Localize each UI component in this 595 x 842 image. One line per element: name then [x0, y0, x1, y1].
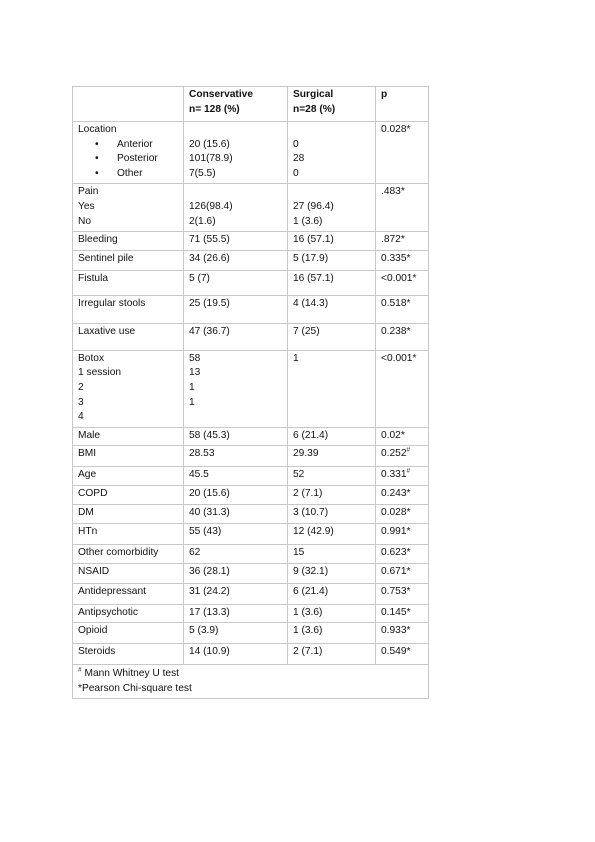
row-label-cell — [73, 563, 184, 583]
surgical-value: 1 — [293, 352, 299, 364]
header-surgical-n: n=28 (%) — [293, 103, 336, 115]
bullet-label: Anterior — [117, 138, 153, 150]
p-value: <0.001* — [381, 272, 417, 284]
row-label-cell — [73, 467, 184, 486]
table-row — [73, 644, 429, 665]
row-label: Yes — [78, 200, 95, 212]
row-label: COPD — [78, 488, 108, 500]
table-row — [73, 350, 429, 427]
table-row — [73, 544, 429, 563]
p-value-cell — [376, 504, 429, 523]
conservative-cell — [184, 446, 288, 467]
surgical-value — [293, 185, 370, 200]
row-label: DM — [78, 506, 94, 518]
table-row — [73, 323, 429, 350]
surgical-value: 1 (3.6) — [293, 606, 323, 618]
conservative-cell — [184, 604, 288, 623]
conservative-value: 55 (43) — [189, 525, 222, 537]
row-label: Sentinel pile — [78, 252, 134, 264]
p-value-cell — [376, 232, 429, 251]
surgical-cell — [288, 644, 376, 665]
row-label-cell — [73, 232, 184, 251]
surgical-value: 15 — [293, 546, 305, 558]
footnote-chi-square — [78, 682, 423, 697]
p-value: 0.933* — [381, 625, 411, 637]
conservative-cell — [184, 295, 288, 323]
table-row — [73, 583, 429, 604]
row-label-cell — [73, 184, 184, 232]
conservative-value: 17 (13.3) — [189, 606, 230, 618]
row-label: Pain — [78, 186, 99, 198]
conservative-cell — [184, 544, 288, 563]
table-row — [73, 427, 429, 446]
table-row — [73, 467, 429, 486]
row-label-cell — [73, 644, 184, 665]
row-label: Other comorbidity — [78, 546, 159, 558]
table-row — [73, 563, 429, 583]
header-conservative-n: n= 128 (%) — [189, 103, 240, 115]
p-value-cell — [376, 122, 429, 184]
conservative-cell — [184, 623, 288, 644]
header-variable — [73, 87, 184, 122]
p-value: <0.001* — [381, 352, 417, 364]
conservative-cell — [184, 350, 288, 427]
surgical-value — [293, 123, 370, 138]
surgical-value: 4 (14.3) — [293, 297, 329, 309]
row-label-cell — [73, 486, 184, 505]
conservative-cell — [184, 122, 288, 184]
conservative-value: 20 (15.6) — [189, 488, 230, 500]
surgical-cell — [288, 604, 376, 623]
row-label: Location — [78, 124, 117, 135]
surgical-cell — [288, 523, 376, 544]
surgical-value — [293, 396, 370, 411]
table-row — [73, 604, 429, 623]
conservative-cell — [184, 467, 288, 486]
surgical-value: 9 (32.1) — [293, 565, 329, 577]
conservative-cell — [184, 232, 288, 251]
surgical-cell — [288, 295, 376, 323]
row-label: 4 — [78, 411, 84, 423]
row-label: Antipsychotic — [78, 606, 139, 618]
p-value-cell — [376, 644, 429, 665]
p-value-marker: # — [406, 467, 411, 475]
table-body — [73, 122, 429, 665]
p-value-cell — [376, 250, 429, 270]
surgical-value: 16 (57.1) — [293, 234, 334, 246]
bullet-dot-icon: • — [95, 153, 99, 165]
conservative-value: 58 (45.3) — [189, 429, 230, 441]
conservative-value — [189, 123, 282, 138]
row-label-cell — [73, 583, 184, 604]
header-surgical — [288, 87, 376, 122]
header-conservative-title: Conservative — [189, 89, 253, 100]
surgical-cell — [288, 232, 376, 251]
header-p: p — [376, 87, 429, 122]
conservative-value — [189, 185, 282, 200]
surgical-value: 1 (3.6) — [293, 215, 323, 227]
row-label: Male — [78, 429, 101, 441]
row-label-cell — [73, 504, 184, 523]
conservative-value: 2(1.6) — [189, 215, 216, 227]
p-value-cell — [376, 323, 429, 350]
conservative-value: 36 (28.1) — [189, 565, 230, 577]
row-label-cell — [73, 323, 184, 350]
bullet-item — [78, 152, 178, 167]
row-label: Steroids — [78, 646, 116, 658]
p-value: 0.753* — [381, 585, 411, 597]
row-label: Antidepressant — [78, 585, 146, 597]
row-label: Irregular stools — [78, 297, 146, 309]
conservative-value: 13 — [189, 367, 201, 379]
surgical-cell — [288, 250, 376, 270]
table-row — [73, 295, 429, 323]
row-label: 3 — [78, 396, 84, 408]
p-value: 0.02* — [381, 429, 405, 441]
row-label: NSAID — [78, 565, 110, 577]
conservative-value: 71 (55.5) — [189, 234, 230, 246]
p-value-cell — [376, 523, 429, 544]
p-value-cell — [376, 563, 429, 583]
p-value: .872* — [381, 234, 405, 246]
surgical-cell — [288, 122, 376, 184]
p-value: 0.243* — [381, 488, 411, 500]
surgical-value: 16 (57.1) — [293, 272, 334, 284]
row-label: Botox — [78, 352, 105, 364]
surgical-cell — [288, 486, 376, 505]
row-label-cell — [73, 446, 184, 467]
p-value-cell — [376, 270, 429, 295]
surgical-cell — [288, 427, 376, 446]
p-value: 0.252 — [381, 448, 407, 460]
surgical-cell — [288, 583, 376, 604]
bullet-dot-icon: • — [95, 138, 99, 150]
p-value: 0.549* — [381, 646, 411, 658]
conservative-value: 28.53 — [189, 448, 215, 460]
conservative-cell — [184, 644, 288, 665]
footnotes — [73, 665, 429, 699]
table-row — [73, 523, 429, 544]
conservative-value: 126(98.4) — [189, 200, 233, 212]
surgical-cell — [288, 544, 376, 563]
p-value: 0.028* — [381, 506, 411, 518]
table-row — [73, 623, 429, 644]
row-label-cell — [73, 604, 184, 623]
table-row — [73, 270, 429, 295]
table-row — [73, 232, 429, 251]
conservative-value: 40 (31.3) — [189, 506, 230, 518]
p-value-cell — [376, 295, 429, 323]
surgical-cell — [288, 184, 376, 232]
p-value: 0.671* — [381, 565, 411, 577]
surgical-value: 27 (96.4) — [293, 200, 334, 212]
footnote-text: Mann Whitney U test — [81, 668, 180, 680]
p-value-cell — [376, 604, 429, 623]
surgical-cell — [288, 350, 376, 427]
surgical-value — [293, 410, 370, 425]
surgical-cell — [288, 270, 376, 295]
p-value: .483* — [381, 186, 405, 198]
footnote-text: *Pearson Chi-square test — [78, 682, 192, 694]
conservative-cell — [184, 563, 288, 583]
p-value-cell — [376, 350, 429, 427]
surgical-value: 6 (21.4) — [293, 585, 329, 597]
row-label: Opioid — [78, 625, 108, 637]
conservative-value: 5 (7) — [189, 272, 210, 284]
row-label-cell — [73, 270, 184, 295]
p-value: 0.331 — [381, 469, 407, 481]
header-surgical-title: Surgical — [293, 89, 334, 100]
surgical-value: 1 (3.6) — [293, 625, 323, 637]
conservative-value: 5 (3.9) — [189, 625, 219, 637]
surgical-value: 7 (25) — [293, 325, 320, 337]
conservative-value: 47 (36.7) — [189, 325, 230, 337]
p-value-cell — [376, 583, 429, 604]
row-label: 1 session — [78, 367, 122, 379]
conservative-cell — [184, 486, 288, 505]
p-value-cell — [376, 427, 429, 446]
surgical-cell — [288, 504, 376, 523]
conservative-value: 62 — [189, 546, 201, 558]
conservative-value: 101(78.9) — [189, 153, 233, 165]
surgical-cell — [288, 623, 376, 644]
table-row — [73, 250, 429, 270]
surgical-cell — [288, 323, 376, 350]
conservative-cell — [184, 523, 288, 544]
surgical-value — [293, 366, 370, 381]
conservative-value: 25 (19.5) — [189, 297, 230, 309]
row-label: Age — [78, 469, 97, 481]
surgical-value: 2 (7.1) — [293, 488, 323, 500]
conservative-value — [189, 410, 282, 425]
p-value: 0.518* — [381, 297, 411, 309]
surgical-value: 5 (17.9) — [293, 252, 329, 264]
surgical-cell — [288, 467, 376, 486]
p-value-cell — [376, 467, 429, 486]
footnote-row — [73, 665, 429, 699]
p-value: 0.028* — [381, 124, 411, 135]
row-label-cell — [73, 250, 184, 270]
surgical-cell — [288, 563, 376, 583]
table-row — [73, 122, 429, 184]
row-label: Laxative use — [78, 325, 136, 337]
conservative-value: 14 (10.9) — [189, 646, 230, 658]
conservative-cell — [184, 323, 288, 350]
p-value: 0.238* — [381, 325, 411, 337]
conservative-value: 20 (15.6) — [189, 138, 230, 150]
table-row — [73, 446, 429, 467]
surgical-value: 29.39 — [293, 448, 319, 460]
surgical-value: 28 — [293, 153, 305, 165]
p-value: 0.623* — [381, 546, 411, 558]
bullet-dot-icon: • — [95, 167, 99, 179]
row-label: Bleeding — [78, 234, 118, 246]
conservative-cell — [184, 427, 288, 446]
table-row — [73, 184, 429, 232]
conservative-value: 1 — [189, 381, 195, 393]
bullet-item — [78, 138, 178, 153]
p-value-marker: # — [406, 446, 411, 454]
table-row — [73, 486, 429, 505]
footnote-mann-whitney — [78, 667, 423, 682]
row-label: 2 — [78, 381, 84, 393]
conservative-cell — [184, 583, 288, 604]
conservative-value: 45.5 — [189, 469, 209, 481]
bullet-item — [78, 167, 178, 182]
conservative-value: 1 — [189, 396, 195, 408]
row-label: No — [78, 215, 92, 227]
row-label-cell — [73, 350, 184, 427]
p-value: 0.991* — [381, 525, 411, 537]
row-label-cell — [73, 295, 184, 323]
header-conservative — [184, 87, 288, 122]
p-value: 0.145* — [381, 606, 411, 618]
conservative-value: 31 (24.2) — [189, 585, 230, 597]
conservative-cell — [184, 184, 288, 232]
table-header-row — [73, 87, 429, 122]
row-label: BMI — [78, 448, 97, 460]
surgical-value: 52 — [293, 469, 305, 481]
row-label-cell — [73, 623, 184, 644]
conservative-value: 58 — [189, 352, 201, 364]
conservative-cell — [184, 270, 288, 295]
row-label-cell — [73, 523, 184, 544]
row-label: Fistula — [78, 272, 109, 284]
p-value: 0.335* — [381, 252, 411, 264]
p-value-cell — [376, 544, 429, 563]
conservative-cell — [184, 250, 288, 270]
surgical-value: 2 (7.1) — [293, 646, 323, 658]
row-label: HTn — [78, 525, 98, 537]
surgical-value: 6 (21.4) — [293, 429, 329, 441]
table-row — [73, 504, 429, 523]
surgical-cell — [288, 446, 376, 467]
p-value-cell — [376, 486, 429, 505]
conservative-value: 34 (26.6) — [189, 252, 230, 264]
conservative-value: 7(5.5) — [189, 167, 216, 179]
bullet-label: Posterior — [117, 153, 158, 165]
bullet-label: Other — [117, 167, 143, 179]
conservative-cell — [184, 504, 288, 523]
row-label-cell — [73, 544, 184, 563]
surgical-value: 0 — [293, 138, 299, 150]
surgical-value: 3 (10.7) — [293, 506, 329, 518]
footnote-symbol: # — [78, 666, 82, 674]
p-value-cell — [376, 623, 429, 644]
results-table — [72, 86, 429, 699]
surgical-value: 12 (42.9) — [293, 525, 334, 537]
surgical-value: 0 — [293, 167, 299, 179]
row-label-cell — [73, 427, 184, 446]
p-value-cell — [376, 184, 429, 232]
p-value-cell — [376, 446, 429, 467]
surgical-value — [293, 381, 370, 396]
row-label-cell — [73, 122, 184, 184]
